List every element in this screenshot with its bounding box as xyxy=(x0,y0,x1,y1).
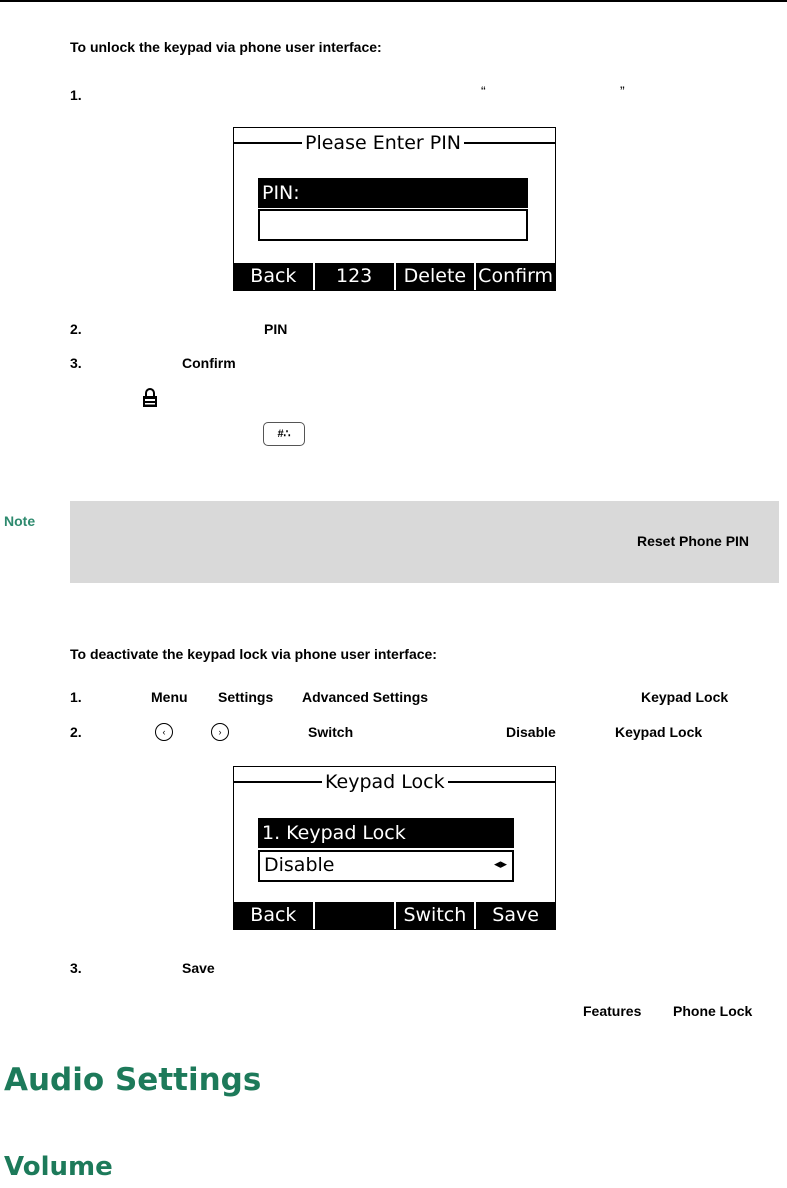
note-term-reset-phone-pin: Reset Phone PIN xyxy=(637,533,750,549)
keypad-screen-title-bar xyxy=(234,771,555,793)
deactivate-step2-number: 2. xyxy=(70,724,82,740)
pin-screen-title-bar xyxy=(234,132,555,154)
left-right-arrows-icon: ◂▸ xyxy=(493,857,507,872)
switch-term: Switch xyxy=(308,724,354,740)
softkey-switch[interactable]: Switch xyxy=(396,902,477,929)
softkey-123[interactable]: 123 xyxy=(315,263,396,290)
note-box xyxy=(70,501,779,583)
save-term: Save xyxy=(182,960,215,976)
keypad-lock-term-2: Keypad Lock xyxy=(615,724,703,740)
settings-term: Settings xyxy=(218,689,274,705)
keypad-lock-value-field[interactable] xyxy=(258,850,514,882)
keypad-lock-item[interactable]: 1. Keypad Lock xyxy=(258,818,514,848)
keypad-lock-icon xyxy=(141,388,159,408)
unlock-step1-number: 1. xyxy=(70,87,82,103)
deactivate-heading: To deactivate the keypad lock via phone user interface: xyxy=(70,646,437,662)
deactivate-step3-number: 3. xyxy=(70,960,82,976)
title-rule-left xyxy=(234,142,302,144)
softkey-back[interactable]: Back xyxy=(234,902,315,929)
features-term: Features xyxy=(583,1003,642,1019)
keypad-lock-term: Keypad Lock xyxy=(641,689,729,705)
unlock-step2-term: PIN xyxy=(264,321,288,337)
keypad-screen-title: Keypad Lock xyxy=(325,771,445,793)
note-label: Note xyxy=(4,513,36,529)
title-rule-right xyxy=(464,142,555,144)
softkey-delete[interactable]: Delete xyxy=(396,263,477,290)
title-rule-right xyxy=(448,781,555,783)
open-quote: “ xyxy=(481,83,486,99)
pin-softkey-bar xyxy=(234,263,555,290)
phone-lock-term: Phone Lock xyxy=(673,1003,753,1019)
volume-heading: Volume xyxy=(4,1152,113,1182)
unlock-step2-number: 2. xyxy=(70,321,82,337)
pin-input[interactable] xyxy=(258,209,528,241)
advanced-settings-term: Advanced Settings xyxy=(302,689,429,705)
audio-settings-heading: Audio Settings xyxy=(4,1062,262,1098)
keypad-lock-screen xyxy=(233,766,556,930)
softkey-empty xyxy=(315,902,396,929)
top-rule xyxy=(0,0,787,2)
disable-term: Disable xyxy=(506,724,556,740)
keypad-lock-value: Disable xyxy=(264,854,335,876)
hash-key-icon: #∴ xyxy=(263,422,305,446)
unlock-step3-term: Confirm xyxy=(182,355,236,371)
title-rule-left xyxy=(234,781,322,783)
menu-term: Menu xyxy=(151,689,188,705)
unlock-heading: To unlock the keypad via phone user interface: xyxy=(70,39,382,55)
unlock-step3-number: 3. xyxy=(70,355,82,371)
softkey-save[interactable]: Save xyxy=(492,904,539,926)
pin-field-label: PIN: xyxy=(258,178,528,208)
deactivate-step1-number: 1. xyxy=(70,689,82,705)
softkey-back[interactable]: Back xyxy=(234,263,315,290)
pin-entry-screen xyxy=(233,127,556,291)
softkey-confirm[interactable]: Confirm xyxy=(478,265,554,287)
right-navigation-key-icon: › xyxy=(211,723,229,741)
keypad-softkey-bar xyxy=(234,902,555,929)
close-quote: ” xyxy=(620,83,625,99)
left-navigation-key-icon: ‹ xyxy=(155,723,173,741)
pin-screen-title: Please Enter PIN xyxy=(305,132,462,154)
